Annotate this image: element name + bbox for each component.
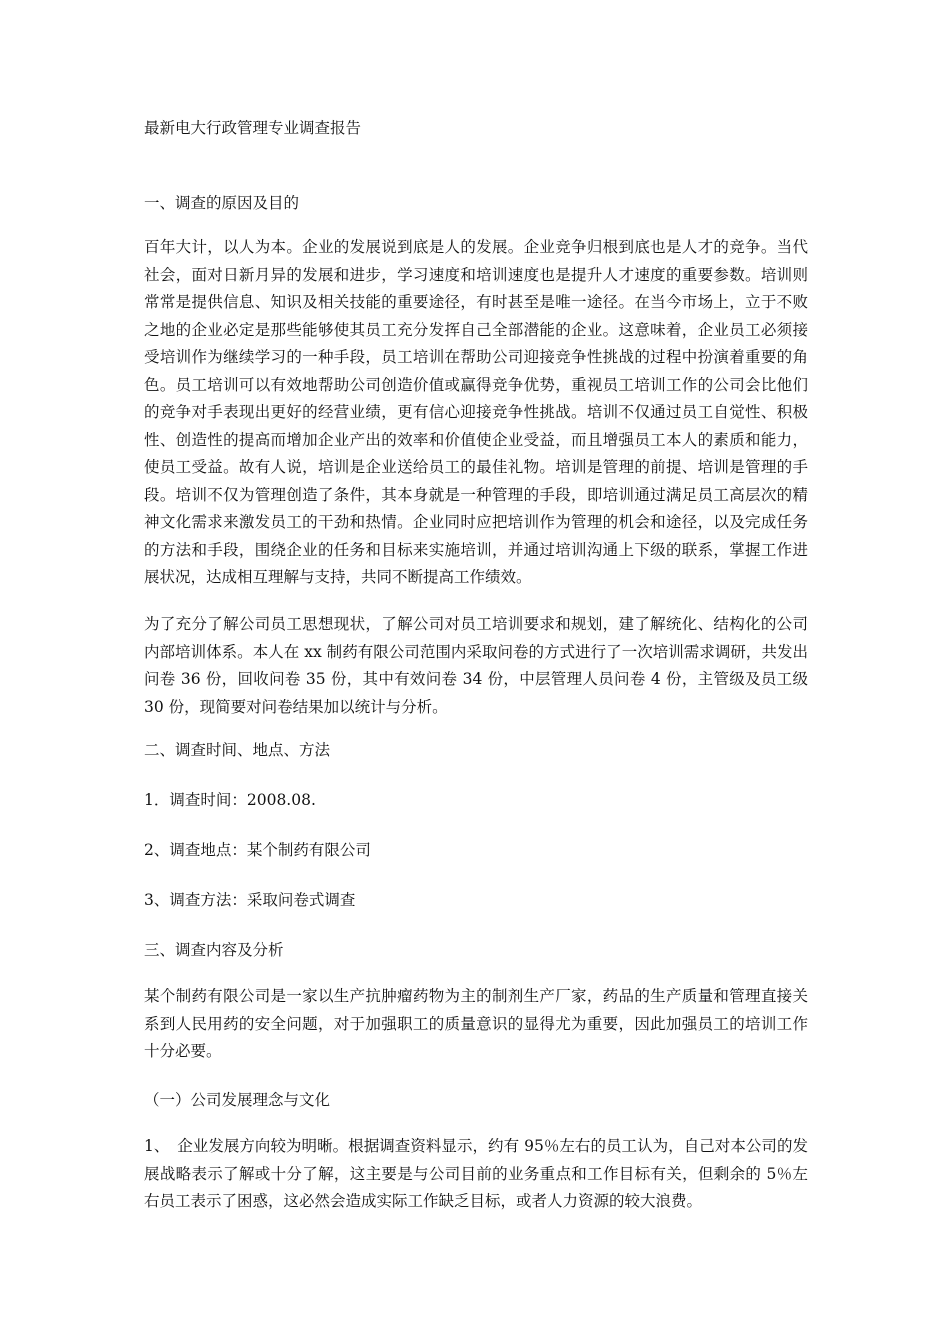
survey-method-item: 3、调查方法：采取问卷式调查 (144, 891, 356, 909)
section3-heading: 三、调查内容及分析 (144, 941, 284, 959)
document-title: 最新电大行政管理专业调查报告 (144, 119, 362, 137)
section1-paragraph-2: 为了充分了解公司员工思想现状，了解公司对员工培训要求和规划，建了解统化、结构化的公司内部培训体系。本人在 xx 制药有限公司范围内采取问卷的方式进行了一次培训需求调研，共发出问卷 36 份，回收问卷 35 份，其中有效问卷 34 份，中层管理人员问卷 4 份，主管级及员工级 30 份，现简要对问卷结果加以统计与分析。 (144, 615, 808, 716)
survey-location-item: 2、调查地点：某个制药有限公司 (144, 841, 371, 859)
section3-paragraph-1: 某个制药有限公司是一家以生产抗肿瘤药物为主的制剂生产厂家，药品的生产质量和管理直接关系到人民用药的安全问题，对于加强职工的质量意识的显得尤为重要，因此加强员工的培训工作十分必要。 (144, 987, 808, 1060)
subsection1-paragraph-1: 1、 企业发展方向较为明晰。根据调查资料显示，约有 95％左右的员工认为，自己对本公司的发展战略表示了解或十分了解，这主要是与公司目前的业务重点和工作目标有关，但剩余的 5％左右员工表示了困惑，这必然会造成实际工作缺乏目标，或者人力资源的较大浪费。 (144, 1137, 808, 1210)
section1-paragraph-1: 百年大计，以人为本。企业的发展说到底是人的发展。企业竞争归根到底也是人才的竞争。当代社会，面对日新月异的发展和进步，学习速度和培训速度也是提升人才速度的重要参数。培训则常常是提供信息、知识及相关技能的重要途径，有时甚至是唯一途径。在当今市场上，立于不败之地的企业必定是那些能够使其员工充分发挥自己全部潜能的企业。这意味着，企业员工必须接受培训作为继续学习的一种手段，员工培训在帮助公司迎接竞争性挑战的过程中扮演着重要的角色。员工培训可以有效地帮助公司创造价值或赢得竞争优势，重视员工培训工作的公司会比他们的竞争对手表现出更好的经营业绩，更有信心迎接竞争性挑战。培训不仅通过员工自觉性、积极性、创造性的提高而增加企业产出的效率和价值使企业受益，而且增强员工本人的素质和能力，使员工受益。故有人说，培训是企业送给员工的最佳礼物。培训是管理的前提、培训是管理的手段。培训不仅为管理创造了条件，其本身就是一种管理的手段，即培训通过满足员工高层次的精神文化需求来激发员工的干劲和热情。企业同时应把培训作为管理的机会和途径，以及完成任务的方法和手段，围绕企业的任务和目标来实施培训，并通过培训沟通上下级的联系，掌握工作进展状况，达成相互理解与支持，共同不断提高工作绩效。 (144, 238, 808, 586)
subsection1-heading: （一）公司发展理念与文化 (144, 1091, 331, 1109)
section2-heading: 二、调查时间、地点、方法 (144, 741, 331, 759)
section1-heading: 一、调查的原因及目的 (144, 194, 300, 212)
survey-time-item: 1．调查时间：2008.08. (144, 791, 316, 809)
